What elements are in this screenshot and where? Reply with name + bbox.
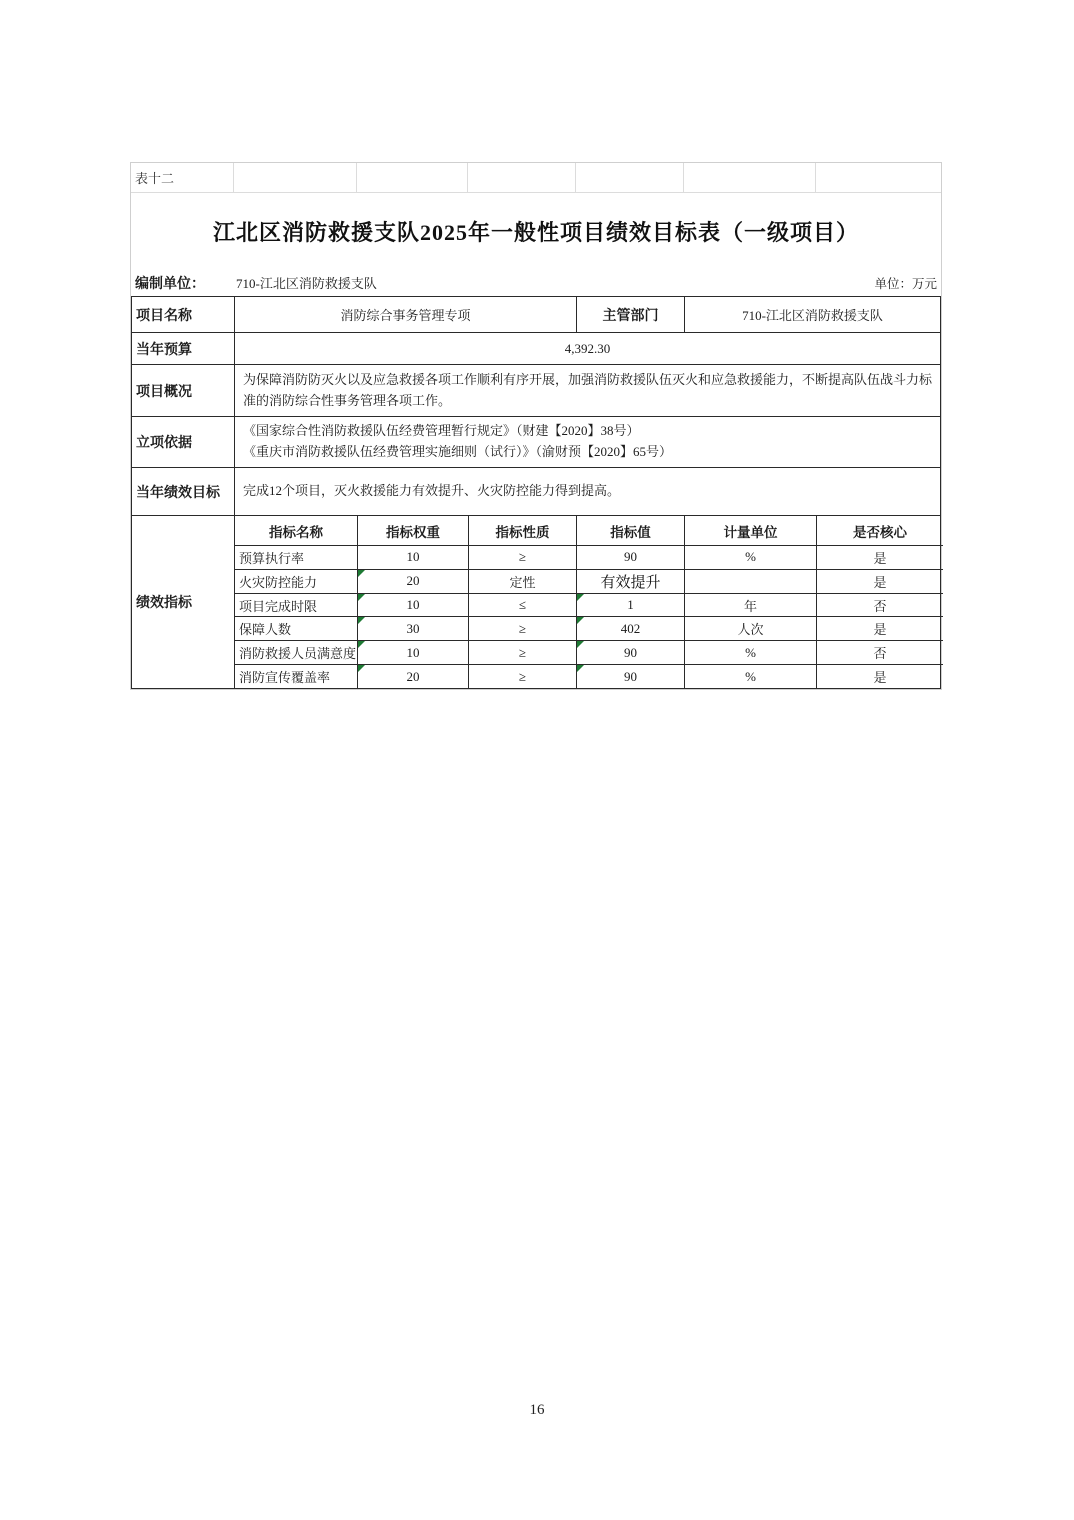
- indicator-core: 是: [873, 670, 887, 686]
- main-table: [131, 296, 941, 689]
- budget-row: [132, 333, 940, 365]
- empty-grid-cell: [357, 163, 468, 193]
- indicator-core: 否: [873, 598, 887, 614]
- header-indicator-value: 指标值: [577, 516, 685, 545]
- meta-row: [131, 269, 941, 296]
- indicator-nature: ≥: [469, 617, 577, 640]
- cell-comment-marker: [358, 594, 365, 601]
- basis-text: [243, 421, 932, 463]
- header-indicator-name: 指标名称: [235, 516, 358, 545]
- indicator-unit: 年: [685, 594, 817, 617]
- indicators-section: [132, 516, 940, 688]
- indicator-row: [235, 570, 943, 594]
- overview-row: [132, 365, 940, 417]
- spreadsheet-area: [130, 162, 942, 690]
- header-indicator-weight: 指标权重: [358, 516, 469, 545]
- indicator-nature: ≤: [469, 594, 577, 617]
- indicators-table: [235, 516, 943, 688]
- indicator-core: 否: [873, 646, 887, 662]
- indicator-weight: 10: [358, 594, 469, 617]
- cell-comment-marker: [358, 570, 365, 577]
- sheet-label: 表十二: [131, 163, 234, 193]
- indicator-weight: 20: [358, 570, 469, 593]
- project-name-value: 消防综合事务管理专项: [235, 297, 577, 332]
- indicator-row: [235, 546, 943, 570]
- indicator-row: [235, 665, 943, 688]
- indicator-value: 90: [577, 641, 685, 664]
- indicators-header-row: [235, 516, 943, 546]
- department-value: 710-江北区消防救援支队: [742, 308, 883, 323]
- goal-text: 完成12个项目，灭火救援能力有效提升、火灾防控能力得到提高。: [243, 483, 621, 499]
- budget-label: 当年预算: [132, 333, 235, 364]
- goal-label: 当年绩效目标: [132, 468, 235, 515]
- basis-line-2: 《重庆市消防救援队伍经费管理实施细则（试行）》（渝财预【2020】65号）: [243, 444, 673, 459]
- indicator-name: 保障人数: [235, 617, 358, 640]
- indicator-weight: 20: [358, 665, 469, 688]
- indicator-weight: 10: [358, 546, 469, 569]
- cell-comment-marker: [577, 594, 584, 601]
- indicator-core: 是: [873, 622, 887, 638]
- title-row: [131, 193, 941, 269]
- empty-grid-cell: [816, 163, 941, 193]
- cell-comment-marker: [577, 617, 584, 624]
- indicator-nature: 定性: [469, 570, 577, 593]
- basis-row: [132, 417, 940, 468]
- overview-value: [235, 365, 940, 416]
- cell-comment-marker: [358, 641, 365, 648]
- indicator-weight: 10: [358, 641, 469, 664]
- indicator-nature: ≥: [469, 641, 577, 664]
- empty-grid-cell: [576, 163, 684, 193]
- header-indicator-nature: 指标性质: [469, 516, 577, 545]
- overview-label: 项目概况: [132, 365, 235, 416]
- empty-grid-cell: [684, 163, 816, 193]
- cell-comment-marker: [577, 641, 584, 648]
- overview-text: 为保障消防防灭火以及应急救援各项工作顺利有序开展，加强消防救援队伍灭火和应急救援能力，不断提高队伍战斗力标准的消防综合性事务管理各项工作。: [243, 371, 933, 408]
- indicator-row: [235, 617, 943, 641]
- indicators-section-label: 绩效指标: [132, 516, 235, 688]
- page-number: 16: [529, 1402, 545, 1418]
- indicator-nature: ≥: [469, 546, 577, 569]
- top-grid-row: [131, 163, 941, 193]
- basis-line-1: 《国家综合性消防救援队伍经费管理暂行规定》（财建【2020】38号）: [243, 423, 640, 439]
- header-measure-unit: 计量单位: [685, 516, 817, 545]
- department-label: 主管部门: [577, 297, 685, 332]
- header-is-core: 是否核心: [853, 524, 907, 540]
- basis-label: 立项依据: [132, 417, 235, 467]
- indicator-name: 消防宣传覆盖率: [235, 665, 358, 688]
- project-name-row: [132, 297, 940, 333]
- indicator-unit: %: [685, 546, 817, 569]
- empty-grid-cell: [468, 163, 576, 193]
- indicator-name: 预算执行率: [235, 546, 358, 569]
- indicator-unit: %: [685, 665, 817, 688]
- indicator-unit: [685, 570, 817, 593]
- indicator-value: 1: [577, 594, 685, 617]
- indicator-value: 402: [577, 617, 685, 640]
- page-title: 江北区消防救援支队2025年一般性项目绩效目标表（一级项目）: [212, 219, 859, 245]
- cell-comment-marker: [358, 617, 365, 624]
- budget-value: 4,392.30: [564, 340, 611, 356]
- indicator-value: 90: [577, 546, 685, 569]
- empty-grid-cell: [234, 163, 357, 193]
- cell-comment-marker: [577, 665, 584, 672]
- indicator-value: 有效提升: [577, 570, 685, 593]
- prepared-by-label: 编制单位：: [135, 276, 205, 292]
- indicator-unit: 人次: [685, 617, 817, 640]
- goal-value: [235, 468, 940, 515]
- goal-row: [132, 468, 940, 516]
- indicator-row: [235, 641, 943, 665]
- cell-comment-marker: [358, 665, 365, 672]
- indicator-unit: %: [685, 641, 817, 664]
- indicator-core: 是: [873, 574, 887, 590]
- indicator-nature: ≥: [469, 665, 577, 688]
- basis-value: [235, 417, 940, 467]
- indicator-weight: 30: [358, 617, 469, 640]
- indicator-core: 是: [873, 550, 887, 566]
- indicator-name: 消防救援人员满意度: [235, 641, 358, 664]
- indicator-value: 90: [577, 665, 685, 688]
- indicator-name: 火灾防控能力: [235, 570, 358, 593]
- indicator-row: [235, 594, 943, 618]
- project-name-label: 项目名称: [132, 297, 235, 332]
- unit-label: 单位：万元: [874, 276, 937, 291]
- prepared-by-value: 710-江北区消防救援支队: [236, 276, 377, 291]
- indicator-name: 项目完成时限: [235, 594, 358, 617]
